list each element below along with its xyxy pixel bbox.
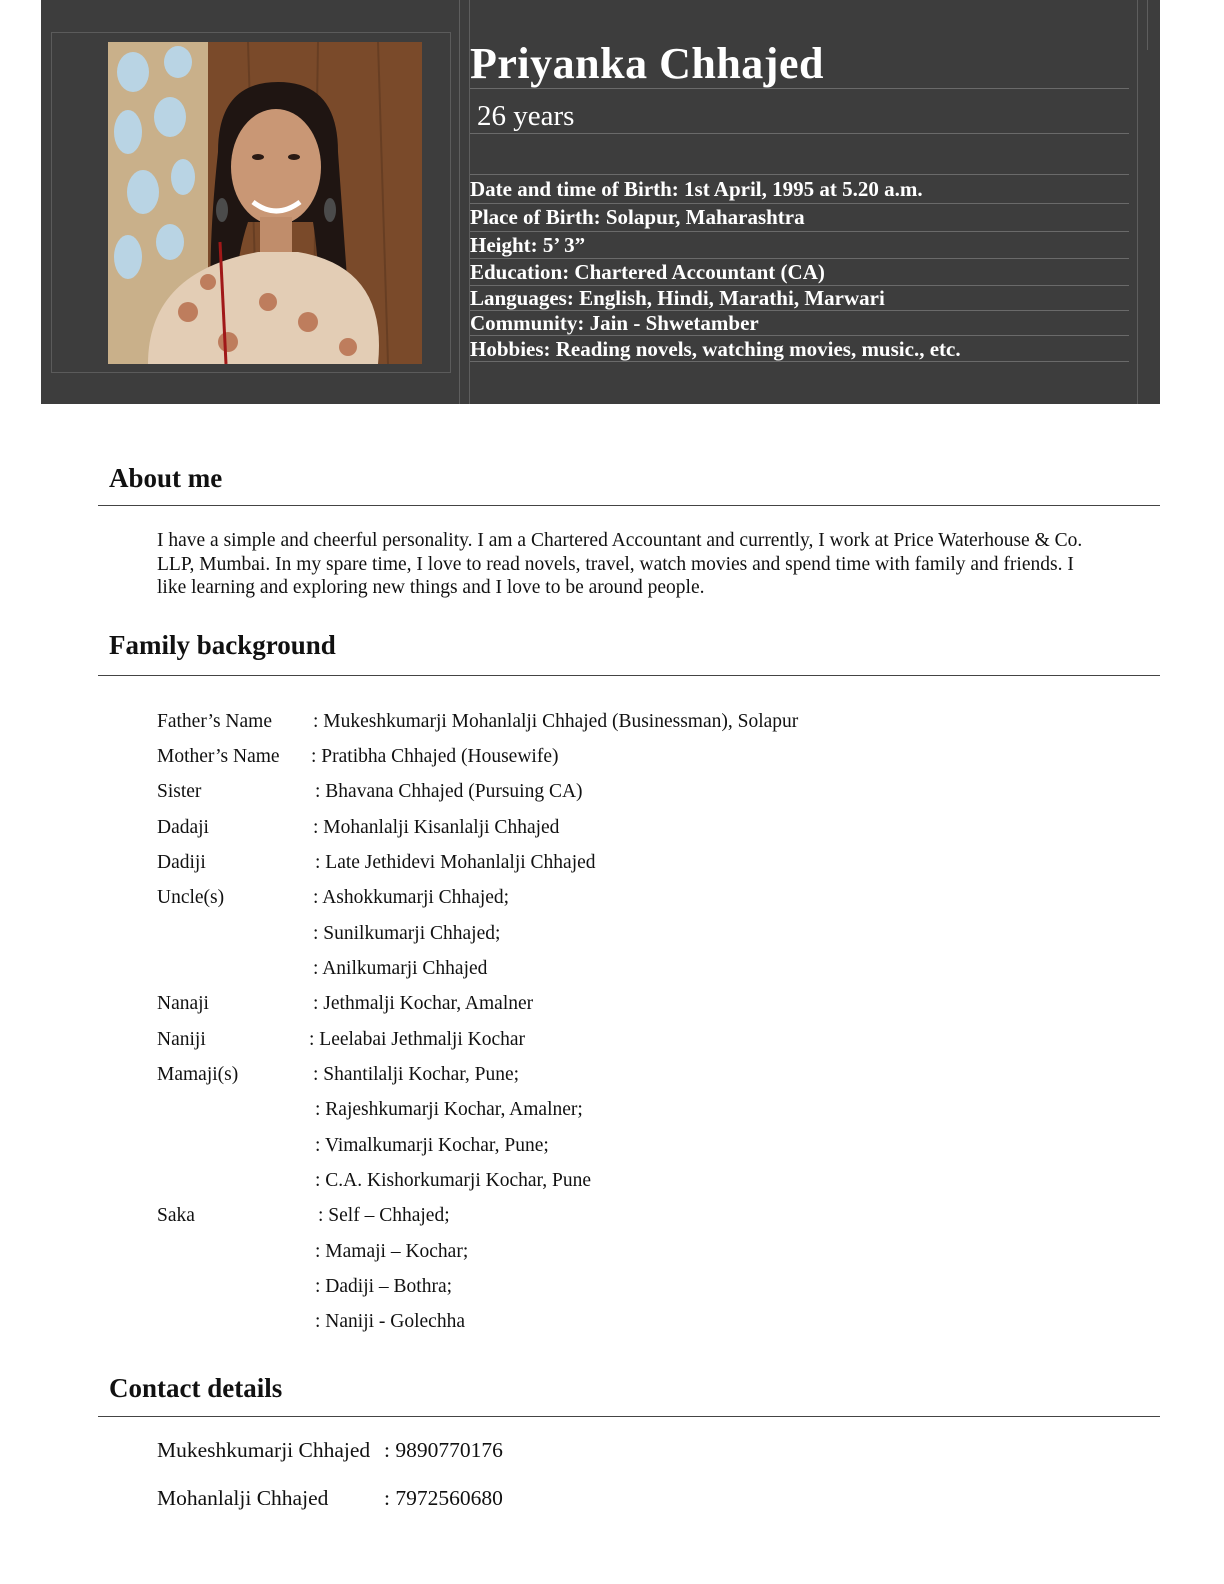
family-row xyxy=(157,817,312,839)
header-divider xyxy=(459,0,460,404)
detail-hobbies: Hobbies: Reading novels, watching movies, music., etc. xyxy=(470,337,961,361)
divider xyxy=(470,88,1129,89)
detail-birth-place: Place of Birth: Solapur, Maharashtra xyxy=(470,205,805,229)
contact-heading: Contact details xyxy=(109,1373,283,1403)
section-rule xyxy=(98,1416,1160,1417)
divider xyxy=(470,231,1129,232)
family-value: : Shantilalji Kochar, Pune; xyxy=(313,1064,520,1085)
family-row xyxy=(157,852,312,874)
family-label: Father’s Name xyxy=(157,711,272,732)
profile-photo xyxy=(108,42,422,364)
profile-header xyxy=(41,0,1160,404)
detail-height: Height: 5’ 3” xyxy=(470,233,586,257)
family-value: : Mamaji – Kochar; xyxy=(315,1241,469,1262)
family-row xyxy=(157,993,312,1015)
divider xyxy=(470,203,1129,204)
family-value: : Jethmalji Kochar, Amalner xyxy=(313,993,534,1014)
profile-name: Priyanka Chhajed xyxy=(470,39,824,88)
family-row xyxy=(157,1205,312,1227)
family-label: Dadaji xyxy=(157,817,209,838)
family-value: : Sunilkumarji Chhajed; xyxy=(313,923,501,944)
family-label: Uncle(s) xyxy=(157,887,225,908)
header-divider xyxy=(1137,0,1138,404)
family-label: Nanaji xyxy=(157,993,209,1014)
about-text: I have a simple and cheerful personality. I am a Chartered Accountant and currently, I work at Price Waterhouse & Co. LLP, Mumbai. In my spare time, I love to read novels, travel, watch movies and spend time with family and friends. I like learning and exploring new things and I love to be around people. xyxy=(157,530,1083,598)
divider xyxy=(470,174,1129,175)
divider xyxy=(470,258,1129,259)
family-label: Dadiji xyxy=(157,852,206,873)
family-row xyxy=(157,887,312,909)
profile-photo-illustration xyxy=(108,42,422,364)
family-value: : Leelabai Jethmalji Kochar xyxy=(309,1029,526,1050)
family-row xyxy=(157,746,312,768)
divider xyxy=(470,361,1129,362)
contact-phone: : 9890770176 xyxy=(384,1438,503,1462)
about-heading: About me xyxy=(109,463,223,493)
family-value: : Dadiji – Bothra; xyxy=(315,1276,453,1297)
family-value: : Naniji - Golechha xyxy=(315,1311,465,1332)
family-value: : Bhavana Chhajed (Pursuing CA) xyxy=(315,781,583,802)
detail-birth-datetime: Date and time of Birth: 1st April, 1995 at 5.20 a.m. xyxy=(470,177,923,201)
profile-age: 26 years xyxy=(477,100,575,132)
family-label: Mother’s Name xyxy=(157,746,280,767)
family-value: : Anilkumarji Chhajed xyxy=(313,958,488,979)
family-label: Saka xyxy=(157,1205,195,1226)
family-value: : Late Jethidevi Mohanlalji Chhajed xyxy=(315,852,596,873)
detail-community: Community: Jain - Shwetamber xyxy=(470,311,759,335)
contact-name: Mohanlalji Chhajed xyxy=(157,1486,329,1510)
family-row xyxy=(157,1064,312,1086)
family-label: Mamaji(s) xyxy=(157,1064,239,1085)
family-value: : Rajeshkumarji Kochar, Amalner; xyxy=(315,1099,583,1120)
detail-languages: Languages: English, Hindi, Marathi, Marwari xyxy=(470,286,885,310)
divider xyxy=(470,133,1129,134)
family-row xyxy=(157,1029,312,1051)
family-value: : Pratibha Chhajed (Housewife) xyxy=(311,746,559,767)
contact-phone: : 7972560680 xyxy=(384,1486,503,1510)
family-heading: Family background xyxy=(109,630,336,660)
family-row xyxy=(157,781,312,803)
photo-frame xyxy=(51,32,451,373)
family-label: Naniji xyxy=(157,1029,206,1050)
family-value: : Ashokkumarji Chhajed; xyxy=(313,887,510,908)
family-label: Sister xyxy=(157,781,202,802)
family-row xyxy=(157,711,312,733)
detail-education: Education: Chartered Accountant (CA) xyxy=(470,260,825,284)
contact-name: Mukeshkumarji Chhajed xyxy=(157,1438,371,1462)
family-value: : Mohanlalji Kisanlalji Chhajed xyxy=(313,817,560,838)
family-value: : Mukeshkumarji Mohanlalji Chhajed (Businessman), Solapur xyxy=(313,711,799,732)
header-divider xyxy=(1147,0,1148,50)
section-rule xyxy=(98,675,1160,676)
section-rule xyxy=(98,505,1160,506)
divider xyxy=(470,335,1129,336)
family-value: : C.A. Kishorkumarji Kochar, Pune xyxy=(315,1170,591,1191)
family-value: : Vimalkumarji Kochar, Pune; xyxy=(315,1135,549,1156)
family-value: : Self – Chhajed; xyxy=(318,1205,450,1226)
